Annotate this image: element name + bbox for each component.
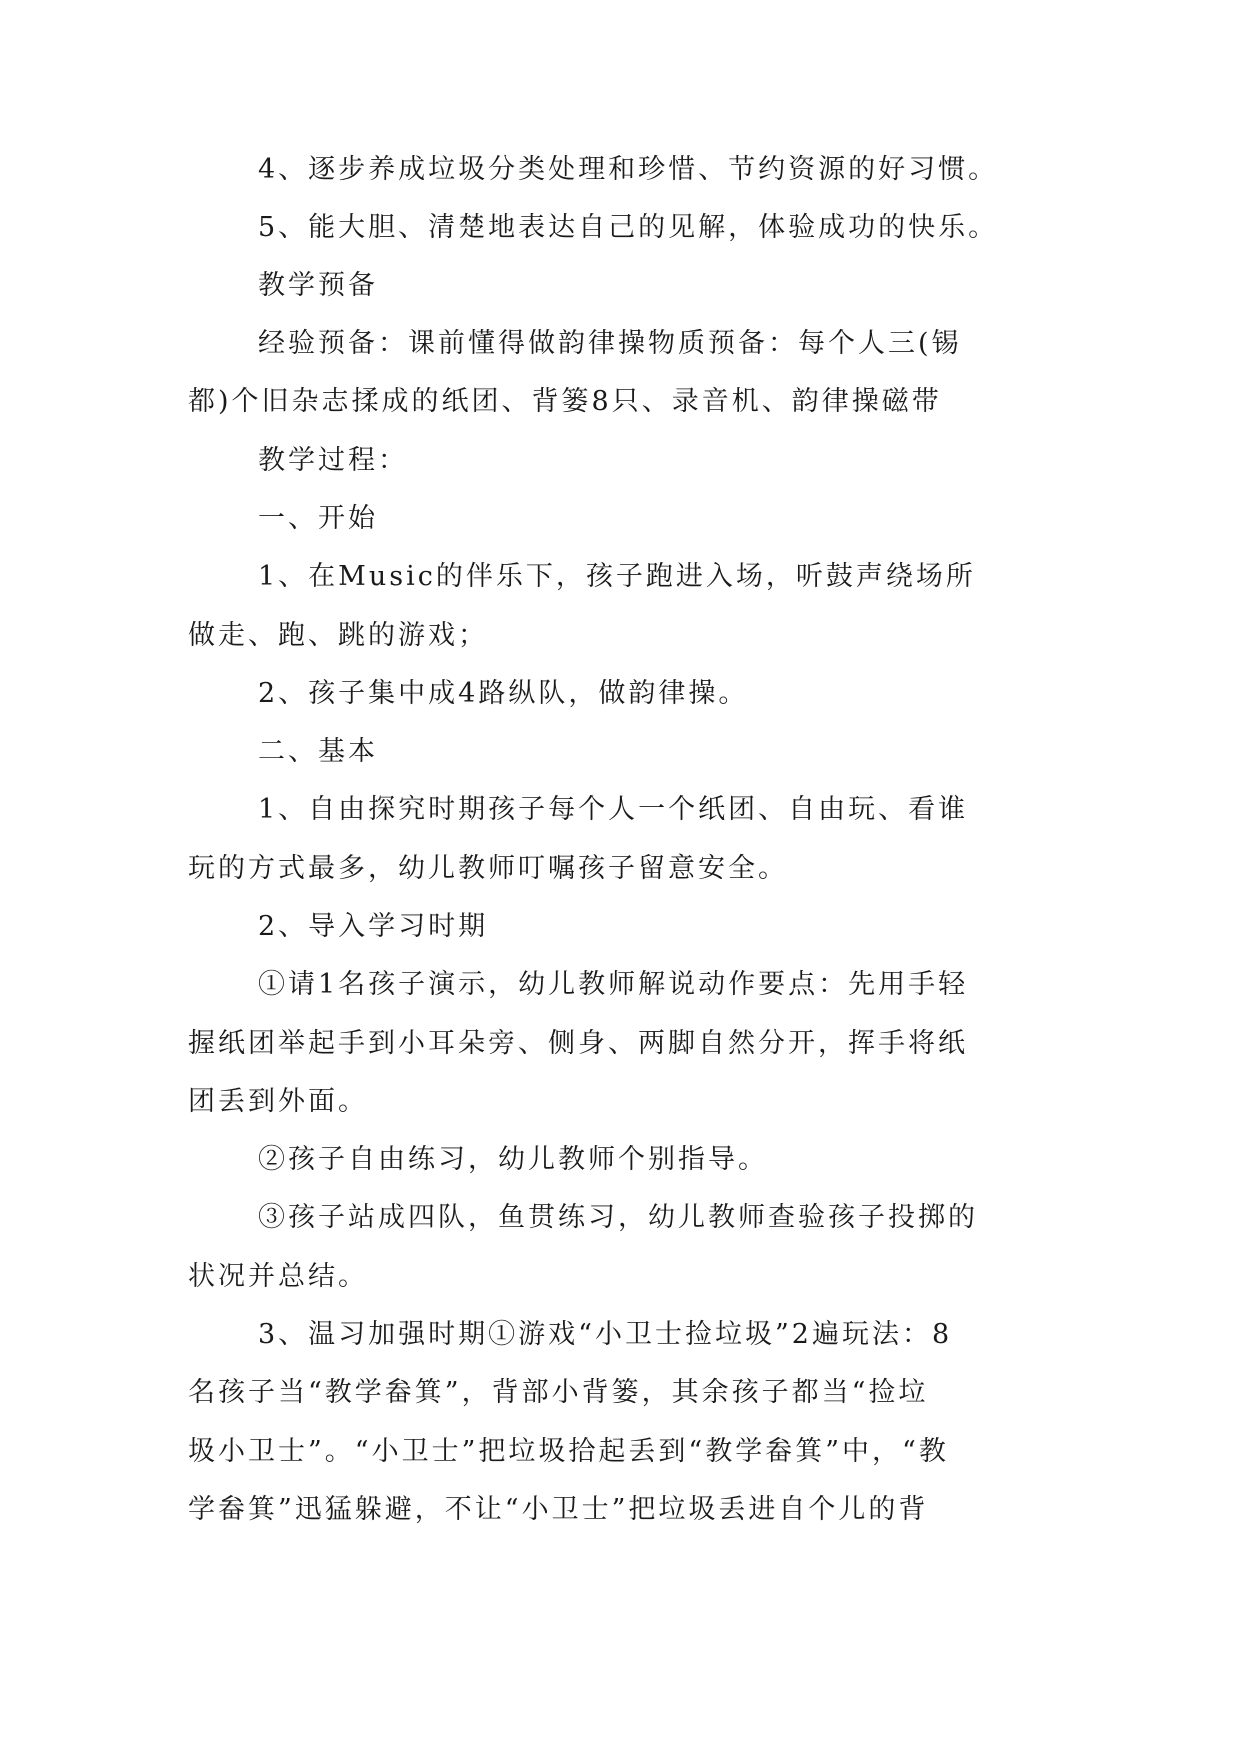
text-line: 状况并总结。 [188,1261,368,1292]
text-line: 玩的方式最多，幼儿教师叮嘱孩子留意安全。 [188,853,788,884]
text-line: 圾小卫士”。“小卫士”把垃圾拾起丢到“教学畚箕”中，“教 [188,1436,949,1467]
section-heading: 一、开始 [258,503,378,534]
section-heading: 教学预备 [258,270,378,301]
text-line: 名孩子当“教学畚箕”，背部小背篓，其余孩子都当“捡垃 [188,1377,929,1408]
text-line: 做走、跑、跳的游戏； [188,620,488,651]
text-line: 5、能大胆、清楚地表达自己的见解，体验成功的快乐。 [258,212,999,243]
text-line: 握纸团举起手到小耳朵旁、侧身、两脚自然分开，挥手将纸 [188,1028,968,1059]
text-line: 4、逐步养成垃圾分类处理和珍惜、节约资源的好习惯。 [258,154,999,185]
text-line: 团丢到外面。 [188,1086,368,1117]
text-line: 1、在Music的伴乐下，孩子跑进入场，听鼓声绕场所 [258,561,976,592]
text-line: 都)个旧杂志揉成的纸团、背篓8只、录音机、韵律操磁带 [188,386,942,417]
text-line: 1、自由探究时期孩子每个人一个纸团、自由玩、看谁 [258,794,969,825]
text-line: ②孩子自由练习，幼儿教师个别指导。 [258,1144,768,1175]
section-heading: 教学过程： [258,445,408,476]
text-line: ③孩子站成四队，鱼贯练习，幼儿教师查验孩子投掷的 [258,1202,978,1233]
text-line: 3、温习加强时期①游戏“小卫士捡垃圾”2遍玩法：8 [258,1319,953,1350]
text-line: 2、孩子集中成4路纵队，做韵律操。 [258,678,749,709]
section-heading: 二、基本 [258,736,378,767]
text-line: 经验预备：课前懂得做韵律操物质预备：每个人三(锡 [258,328,962,359]
text-line: ①请1名孩子演示，幼儿教师解说动作要点：先用手轻 [258,969,969,1000]
text-line: 2、导入学习时期 [258,911,489,942]
text-line: 学畚箕”迅猛躲避，不让“小卫士”把垃圾丢进自个儿的背 [188,1494,929,1525]
